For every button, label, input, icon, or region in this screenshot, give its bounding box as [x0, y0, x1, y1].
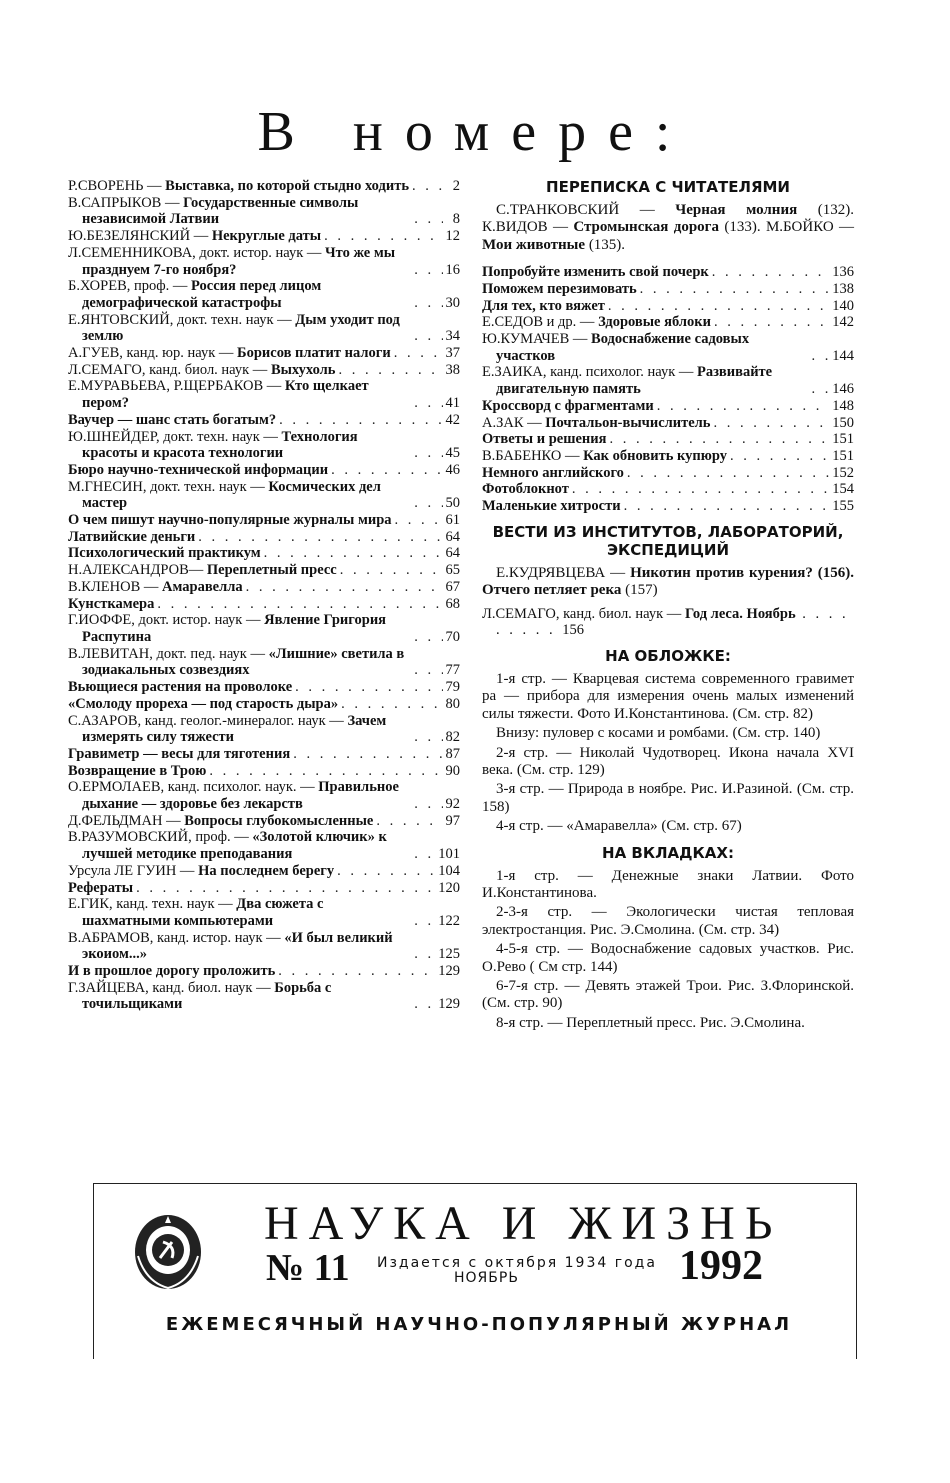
toc-title: Бюро научно-технической информации [68, 461, 329, 478]
toc-author: Е.МУРАВЬЕВА, Р.ЩЕРБАКОВ — [68, 378, 282, 395]
toc-entry [482, 465, 854, 482]
toc-title: Правильное дыхание — здоровье без лекарств [82, 779, 399, 813]
toc-entry [68, 178, 460, 195]
cover-descriptions [482, 671, 854, 836]
toc-title: «Лишние» светила в зодиакальных созвездиях [82, 645, 405, 679]
leader-dots [157, 596, 442, 613]
toc-entry [68, 429, 460, 462]
toc-title: Кроссворд с фрагментами [482, 397, 654, 414]
toc-page-number: 92 [445, 796, 460, 813]
publication-since: Издается с октября 1934 года [377, 1255, 657, 1271]
issue-year: 1992 [679, 1243, 763, 1289]
toc-entry [68, 930, 460, 963]
insert-descriptions [482, 868, 854, 1033]
institutes-entry-1: Е.КУДРЯВЦЕВА — Никотин против курения? (156). Отчего петляет река (157) [482, 564, 855, 599]
toc-page-number: 140 [832, 297, 854, 314]
leader-dots [412, 178, 443, 195]
toc-entry [68, 612, 460, 645]
toc-author: Л.СЕМАГО, канд. биол. наук — [68, 361, 268, 378]
toc-entry [68, 679, 460, 696]
toc-entry [68, 462, 460, 479]
description-paragraph: 3-я стр. — Природа в ноябре. Рис. И.Разиной. (См. стр. 158) [482, 781, 854, 815]
toc-title: Водоснабжение садовых участков [496, 331, 750, 364]
toc-title: Некруглые даты [211, 228, 322, 245]
toc-entry [68, 562, 460, 579]
toc-title: Борьба с точильщиками [82, 979, 332, 1013]
toc-title: Ваучер — шанс стать богатым? [68, 411, 277, 428]
toc-title: Дым уходит под землю [82, 311, 400, 345]
toc-title: Почтальон-вычислитель [545, 414, 711, 431]
toc-author: О.ЕРМОЛАЕВ, канд. психолог. наук. — [68, 779, 315, 796]
toc-author: М.ГНЕСИН, докт. техн. наук — [68, 478, 265, 495]
toc-page-number: 155 [832, 498, 854, 515]
toc-entry [68, 980, 460, 1013]
leader-dots [414, 295, 442, 312]
toc-entry [68, 963, 460, 980]
toc-left-column [68, 178, 460, 1013]
toc-page-number: 37 [445, 345, 460, 362]
toc-title: И в прошлое дорогу проложить [68, 963, 276, 980]
description-paragraph: 1-я стр. — Денежные знаки Латвии. Фото И.Константинова. [482, 867, 854, 902]
issue-month: НОЯБРЬ [454, 1270, 519, 1286]
toc-page-number: 151 [832, 431, 854, 448]
toc-page-number: 82 [445, 729, 460, 746]
toc-title: Немного английского [482, 464, 624, 481]
leader-dots [136, 880, 435, 897]
leader-dots [624, 498, 830, 515]
toc-author: Ю.ШНЕЙДЕР, докт. техн. наук — [68, 428, 278, 445]
toc-page-number: 101 [438, 846, 460, 863]
toc-title: Что же мы празднуем 7-го ноября? [82, 244, 396, 278]
toc-page-number: 80 [445, 695, 460, 712]
toc-author: А.ГУЕВ, канд. юр. наук — [68, 345, 234, 362]
toc-entry [68, 412, 460, 429]
leader-dots [414, 729, 442, 746]
toc-author: В.ЛЕВИТАН, докт. пед. наук — [68, 645, 265, 662]
leader-dots [295, 679, 442, 696]
leader-dots [414, 996, 435, 1013]
description-paragraph: 8-я стр. — Переплетный пресс. Рис. Э.Смолина. [496, 1014, 805, 1031]
toc-page-number: 120 [438, 879, 460, 896]
toc-page-number: 142 [832, 314, 854, 331]
toc-entry [482, 264, 854, 281]
leader-dots [414, 445, 442, 462]
toc-title: Для тех, кто вяжет [482, 297, 605, 314]
toc-entry [482, 398, 854, 415]
leader-dots [414, 395, 442, 412]
toc-entry [68, 763, 460, 780]
toc-author: Н.АЛЕКСАНДРОВ— [68, 562, 204, 579]
toc-entry [68, 880, 460, 897]
leader-dots [414, 796, 442, 813]
toc-page-number: 16 [445, 261, 460, 278]
toc-page-number: 2 [452, 178, 460, 194]
toc-page-number: 90 [445, 762, 460, 779]
toc-right-column [482, 178, 854, 1034]
toc-author: Е.ГИК, канд. техн. наук — [68, 896, 233, 913]
toc-page-number: 68 [445, 595, 460, 612]
toc-author: С.АЗАРОВ, канд. геолог.-минералог. наук — [68, 712, 344, 729]
correspondence-entry: С.ТРАНКОВСКИЙ — Черная молния (132). К.ВИДОВ — Стромынская дорога (133). М.БОЙКО — Мои животные (135). [482, 202, 855, 253]
leader-dots [209, 763, 442, 780]
toc-title: «Золотой ключик» к лучшей методике преподавания [82, 829, 387, 863]
toc-entry [68, 746, 460, 763]
toc-title: «Смолоду прореха — под старость дыра» [68, 695, 339, 712]
toc-page-number: 129 [438, 963, 460, 980]
leader-dots [414, 495, 442, 512]
toc-title: «И был великий экоиом...» [82, 929, 393, 963]
leader-dots [278, 963, 435, 980]
toc-title: Ответы и решения [482, 431, 607, 448]
toc-title: Психологический практикум [68, 545, 261, 562]
toc-page-number: 61 [445, 512, 460, 529]
toc-title: Вьющиеся растения на проволоке [68, 679, 293, 696]
toc-entry [68, 713, 460, 746]
toc-author: А.ЗАК — [482, 414, 542, 431]
leader-dots [293, 746, 442, 763]
toc-author: Б.ХОРЕВ, проф. — [68, 278, 188, 295]
toc-page-number: 12 [445, 228, 460, 245]
leader-dots [338, 362, 442, 379]
leader-dots [414, 629, 442, 646]
toc-page-number: 146 [832, 381, 854, 398]
toc-title: Латвийские деньги [68, 528, 196, 545]
leader-dots [198, 529, 442, 546]
toc-entry [482, 364, 854, 397]
toc-entry [482, 314, 854, 331]
toc-page-number: 45 [445, 445, 460, 462]
toc-entry [482, 281, 854, 298]
toc-page-number: 87 [445, 745, 460, 762]
leader-dots [279, 412, 442, 429]
toc-page-number: 64 [445, 545, 460, 562]
leader-dots [657, 398, 829, 415]
toc-author: Урсула ЛЕ ГУИН — [68, 862, 195, 879]
toc-title: О чем пишут научно-популярные журналы мира [68, 512, 392, 529]
leader-dots [414, 211, 443, 228]
leader-dots [811, 348, 829, 365]
toc-title: Вопросы глубокомысленные [184, 812, 374, 829]
toc-title: Здоровые яблоки [598, 314, 711, 331]
leader-dots [395, 512, 443, 529]
toc-author: Ю.БЕЗЕЛЯНСКИЙ — [68, 228, 209, 245]
toc-title: Зачем измерять силу тяжести [82, 712, 387, 746]
toc-entry [68, 646, 460, 679]
toc-entry [68, 779, 460, 812]
leader-dots [414, 913, 435, 930]
toc-author: Г.ЗАЙЦЕВА, канд. биол. наук — [68, 979, 271, 996]
toc-title: Кто щелкает пером? [82, 378, 369, 412]
toc-title: Технология красоты и красота технологии [82, 428, 358, 462]
leader-dots [712, 264, 829, 281]
toc-entry [68, 829, 460, 862]
leader-dots [730, 448, 829, 465]
section-heading-cover: НА ОБЛОЖКЕ: [605, 646, 731, 665]
leader-dots [246, 579, 443, 596]
leader-dots [324, 228, 442, 245]
toc-author: В.РАЗУМОВСКИЙ, проф. — [68, 829, 249, 846]
leader-dots [609, 431, 829, 448]
toc-entry [68, 278, 460, 311]
toc-entry [482, 298, 854, 315]
description-paragraph: Внизу: пуловер с косами и ромбами. (См. стр. 140) [496, 725, 821, 742]
toc-entry [68, 813, 460, 830]
toc-page-number: 136 [832, 264, 854, 281]
toc-author: В.САПРЫКОВ — [68, 194, 180, 211]
page-title: В номере: [257, 101, 693, 163]
section-heading-correspondence: ПЕРЕПИСКА С ЧИТАТЕЛЯМИ [546, 178, 790, 196]
toc-entry [482, 415, 854, 432]
toc-page-number: 65 [445, 562, 460, 579]
leader-dots [414, 946, 435, 963]
toc-title: Кунсткамера [68, 595, 155, 612]
toc-entry [68, 245, 460, 278]
leader-dots [341, 696, 442, 713]
toc-title: Развивайте двигательную память [496, 364, 773, 398]
toc-page-number: 151 [832, 447, 854, 464]
toc-page-number: 50 [445, 495, 460, 512]
toc-page-number: 34 [445, 328, 460, 345]
leader-dots [376, 813, 442, 830]
toc-right-list [482, 264, 854, 515]
toc-entry [68, 529, 460, 546]
leader-dots [394, 345, 443, 362]
toc-entry [68, 896, 460, 929]
leader-dots [414, 262, 442, 279]
toc-page-number: 138 [832, 280, 854, 297]
toc-entry [68, 696, 460, 713]
toc-title: Борисов платит налоги [237, 345, 391, 362]
toc-page-number: 46 [445, 461, 460, 478]
leader-dots [640, 281, 830, 298]
toc-page-number: 144 [832, 347, 854, 364]
toc-page-number: 152 [832, 464, 854, 481]
toc-page-number: 129 [438, 996, 460, 1013]
toc-page-number: 122 [438, 912, 460, 929]
toc-title: Как обновить купюру [583, 447, 727, 464]
toc-page-number: 79 [445, 679, 460, 696]
toc-author: Е.ЗАИКА, канд. психолог. наук — [482, 364, 694, 381]
section-heading-inserts: НА ВКЛАДКАХ: [602, 843, 734, 862]
toc-author: Г.ИОФФЕ, докт. истор. наук — [68, 612, 261, 629]
leader-dots [337, 863, 435, 880]
toc-entry [68, 512, 460, 529]
toc-page-number: 97 [445, 812, 460, 829]
leader-dots [414, 328, 442, 345]
toc-entry [68, 596, 460, 613]
toc-author: Ю.КУМАЧЕВ — [482, 331, 588, 348]
toc-entry [68, 545, 460, 562]
toc-page-number: 125 [438, 946, 460, 963]
leader-dots [608, 298, 829, 315]
toc-entry [68, 345, 460, 362]
leader-dots [714, 314, 829, 331]
toc-page-number: 67 [445, 578, 460, 595]
toc-title: Маленькие хитрости [482, 498, 621, 515]
description-paragraph: 2-я стр. — Николай Чудотворец. Икона начала XVI века. (См. стр. 129) [482, 744, 854, 779]
leader-dots [264, 545, 443, 562]
toc-page-number: 41 [445, 395, 460, 412]
toc-entry [482, 431, 854, 448]
leader-dots [572, 481, 829, 498]
toc-author: Р.СВОРЕНЬ — [68, 178, 162, 194]
toc-author: В.АБРАМОВ, канд. истор. наук — [68, 929, 281, 946]
toc-author: В.БАБЕНКО — [482, 447, 580, 464]
toc-title: Переплетный пресс [206, 562, 337, 579]
toc-title: Поможем перезимовать [482, 280, 637, 297]
toc-page-number: 64 [445, 528, 460, 545]
masthead [93, 1183, 857, 1359]
magazine-name: НАУКА И ЖИЗНЬ [264, 1197, 783, 1250]
leader-dots [627, 465, 829, 482]
state-emblem-icon [132, 1212, 204, 1292]
toc-page-number: 70 [445, 628, 460, 645]
section-heading-institutes: ВЕСТИ ИЗ ИНСТИТУТОВ, ЛАБОРАТОРИЙ, ЭКСПЕДИЦИЙ [492, 522, 844, 559]
toc-title: Фотоблокнот [482, 481, 569, 498]
toc-title: Выхухоль [270, 361, 336, 378]
toc-page-number: 77 [445, 662, 460, 679]
toc-page-number: 148 [832, 397, 854, 414]
toc-page-number: 38 [445, 361, 460, 378]
toc-page-number: 150 [832, 414, 854, 431]
description-paragraph: 1-я стр. — Кварцевая система современного гравимет ра — прибора для измерения очень малых изменений силы тяжести. Фото И.Константинова. (См. стр. 82) [482, 670, 854, 722]
leader-dots [414, 662, 442, 679]
toc-entry [482, 481, 854, 498]
toc-title: Возвращение в Трою [68, 762, 207, 779]
leader-dots [414, 846, 435, 863]
toc-title: Попробуйте изменить свой почерк [482, 264, 709, 281]
magazine-subtitle: ЕЖЕМЕСЯЧНЫЙ НАУЧНО-ПОПУЛЯРНЫЙ ЖУРНАЛ [165, 1314, 793, 1335]
toc-author: Е.ЯНТОВСКИЙ, докт. техн. наук — [68, 311, 292, 328]
toc-author: Е.СЕДОВ и др. — [482, 314, 595, 331]
toc-author: Л.СЕМЕННИКОВА, докт. истор. наук — [68, 244, 322, 261]
toc-author: В.КЛЕНОВ — [68, 578, 159, 595]
toc-entry [68, 312, 460, 345]
description-paragraph: 4-я стр. — «Амаравелла» (См. стр. 67) [496, 818, 742, 835]
toc-entry [482, 331, 854, 364]
toc-entry [68, 228, 460, 245]
toc-title: Амаравелла [162, 578, 243, 595]
toc-page-number: 30 [445, 294, 460, 311]
toc-page-number: 104 [438, 862, 460, 879]
toc-entry [68, 378, 460, 411]
toc-entry [68, 362, 460, 379]
toc-title: Два сюжета с шахматными компьютерами [82, 896, 324, 929]
toc-title: Явление Григория Распутина [82, 612, 387, 645]
leader-dots [811, 381, 829, 398]
description-paragraph: 4-5-я стр. — Водоснабжение садовых участков. Рис. О.Рево ( См стр. 144) [482, 941, 854, 975]
leader-dots [331, 462, 442, 479]
description-paragraph: 6-7-я стр. — Девять этажей Трои. Рис. З.Флоринской. (См. стр. 90) [482, 978, 854, 1012]
toc-entry [482, 498, 854, 515]
toc-page-number: 8 [452, 211, 460, 228]
leader-dots [713, 415, 829, 432]
toc-entry [68, 195, 460, 228]
toc-page-number: 42 [445, 411, 460, 428]
toc-entry [68, 863, 460, 880]
toc-title: Выставка, по которой стыдно ходить [165, 178, 409, 194]
toc-title: На последнем берегу [198, 862, 335, 879]
toc-title: Рефераты [68, 879, 134, 896]
issue-number: № 11 [266, 1247, 350, 1289]
leader-dots [340, 562, 443, 579]
toc-entry [68, 479, 460, 512]
toc-author: Д.ФЕЛЬДМАН — [68, 812, 181, 829]
toc-entry [68, 579, 460, 596]
description-paragraph: 2-3-я стр. — Экологически чистая тепловая электростанция. Рис. Э.Смолина. (См. стр. 34) [482, 904, 854, 938]
institutes-entry-2: Л.СЕМАГО, канд. биол. наук — Год леса. Ноябрь . . . . . . . . . 156 [482, 605, 849, 639]
toc-page-number: 154 [832, 481, 854, 498]
toc-title: Космических дел мастер [82, 478, 381, 512]
toc-title: Государственные символы независимой Латвии [82, 194, 359, 228]
toc-title: Гравиметр — весы для тяготения [68, 745, 291, 762]
toc-title: Россия перед лицом демографической катастрофы [82, 278, 322, 311]
toc-entry [482, 448, 854, 465]
